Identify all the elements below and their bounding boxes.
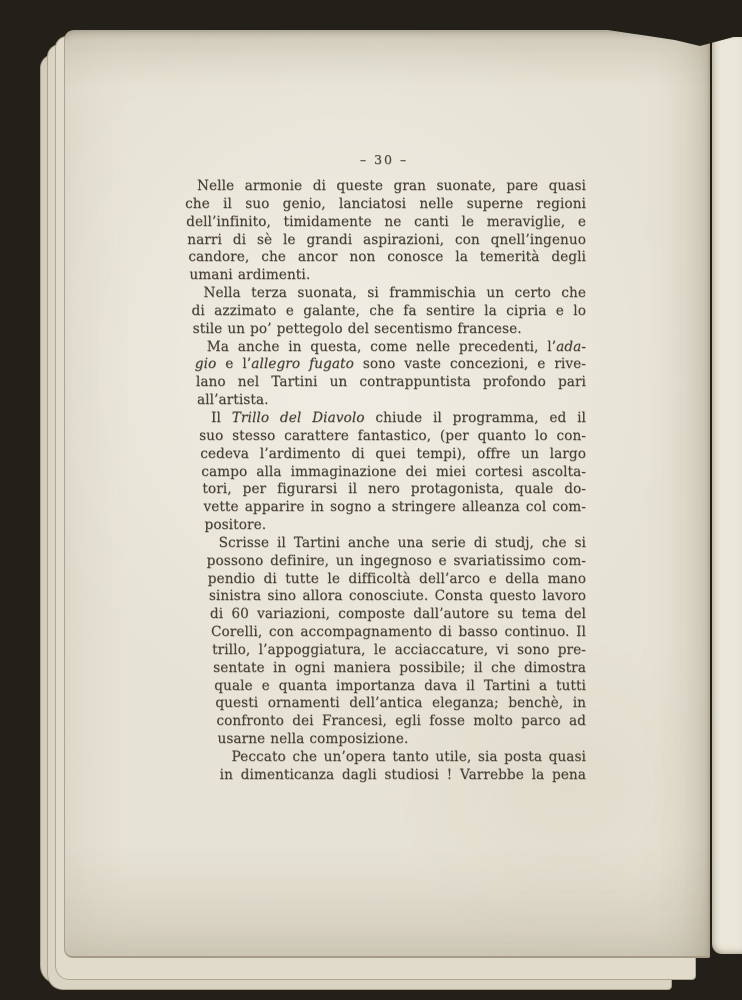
text-segment: che il suo genio, lanciatosi nelle superne regioni	[185, 195, 586, 212]
paragraph	[182, 178, 586, 285]
paragraph	[182, 339, 586, 410]
text-segment: campo alla immaginazione dei miei cortesi ascolta-	[201, 463, 586, 480]
text-segment: Scrisse il Tartini anche una serie di studj, che si	[218, 534, 586, 551]
text-segment: Peccato che un’opera tanto utile, sia posta quasi	[231, 749, 586, 765]
text-segment: di 60 variazioni, composte dall’autore su tema del	[209, 606, 586, 623]
text-segment: in dimenticanza dagli studiosi ! Varrebbe la pena	[219, 766, 586, 783]
text-line	[182, 749, 586, 767]
text-segment: tori, per figurarsi il nero protagonista, quale do-	[202, 481, 586, 498]
text-line	[182, 249, 586, 267]
text-segment: all’artista.	[196, 392, 269, 409]
text-line	[182, 642, 586, 660]
text-line	[182, 267, 586, 285]
text-line	[182, 678, 586, 696]
text-line	[182, 392, 586, 410]
text-line	[182, 214, 586, 232]
text-line	[182, 232, 586, 250]
text-line	[182, 464, 586, 482]
text-segment: lano nel Tartini un contrappuntista profondo pari	[195, 374, 586, 391]
text-line	[182, 428, 586, 446]
text-line	[182, 178, 586, 196]
italic-text: gio	[194, 356, 217, 373]
text-line	[182, 446, 586, 464]
page-number: – 30 –	[359, 152, 409, 167]
text-segment: questi ornamenti dell’antica eleganza; benchè, in	[215, 695, 586, 712]
text-segment: Il	[211, 409, 232, 426]
text-line	[182, 731, 586, 749]
paragraph	[182, 749, 586, 785]
page-text-block	[182, 152, 586, 785]
text-line	[182, 285, 586, 303]
italic-text: ada-	[556, 338, 586, 355]
adjacent-page-sliver	[712, 37, 742, 954]
paragraph	[182, 410, 586, 535]
text-segment: sinistra sino allora conosciute. Consta questo lavoro	[208, 588, 586, 605]
text-segment: suo stesso carattere fantastico, (per quanto lo con-	[199, 427, 586, 444]
paragraphs	[182, 178, 586, 785]
text-segment: Nelle armonie di queste gran suonate, pare quasi	[197, 178, 586, 194]
text-segment: pendio di tutte le difficoltà dell’arco e della mano	[207, 570, 586, 587]
text-line	[182, 321, 586, 339]
text-segment: sono vaste concezioni, e rive-	[353, 356, 586, 373]
text-line	[182, 571, 586, 589]
text-line	[182, 713, 586, 731]
text-line	[182, 624, 586, 642]
text-segment: e l’	[216, 356, 252, 373]
text-segment: narri di sè le grandi aspirazioni, con qnell’ingenuo	[187, 231, 586, 248]
text-segment: dell’infinito, timidamente ne canti le meraviglie, e	[186, 213, 586, 230]
italic-text: Trillo del Diavolo	[231, 409, 365, 426]
text-segment: Ma anche in questa, come nelle precedenti, l’	[206, 338, 557, 355]
text-line	[182, 356, 586, 374]
text-segment: confronto dei Francesi, egli fosse molto parco ad	[216, 713, 586, 730]
text-segment: usarne nella composizione.	[217, 731, 409, 748]
text-segment: umani ardimenti.	[189, 267, 311, 284]
text-segment: candore, che ancor non conosce la temerità degli	[188, 249, 586, 266]
text-line	[182, 339, 586, 357]
text-line	[182, 517, 586, 535]
text-line	[182, 303, 586, 321]
text-line	[182, 374, 586, 392]
text-line	[182, 410, 586, 428]
text-segment: chiude il programma, ed il	[364, 409, 586, 426]
text-segment: positore.	[204, 517, 267, 534]
text-segment: cedeva l’ardimento di quei tempi), offre un largo	[200, 445, 586, 462]
text-segment: sentate in ogni maniera possibile; il che dimostra	[213, 659, 586, 676]
text-segment: Corelli, con accompagnamento di basso continuo. Il	[211, 624, 586, 641]
text-line	[182, 695, 586, 713]
text-segment: Nella terza suonata, si frammischia un certo che	[203, 285, 586, 302]
paragraph	[182, 535, 586, 749]
text-line	[182, 535, 586, 553]
text-line	[182, 499, 586, 517]
text-line	[182, 588, 586, 606]
text-line	[182, 606, 586, 624]
text-segment: quale e quanta importanza dava il Tartini a tutti	[214, 677, 586, 694]
text-line	[182, 660, 586, 678]
paragraph	[182, 285, 586, 339]
text-line	[182, 481, 586, 499]
italic-text: allegro fugato	[251, 356, 354, 373]
text-segment: possono definire, un ingegnoso e svariatissimo com-	[206, 552, 586, 569]
text-line	[182, 767, 586, 785]
text-line	[182, 196, 586, 214]
text-segment: stile un po’ pettegolo del secentismo francese.	[192, 320, 522, 337]
text-segment: vette apparire in sogno a stringere alleanza col com-	[203, 499, 586, 516]
text-segment: di azzimato e galante, che fa sentire la cipria e lo	[191, 302, 586, 319]
text-segment: trillo, l’appoggiatura, le acciaccature, vi sono pre-	[212, 641, 586, 658]
text-line	[182, 553, 586, 571]
